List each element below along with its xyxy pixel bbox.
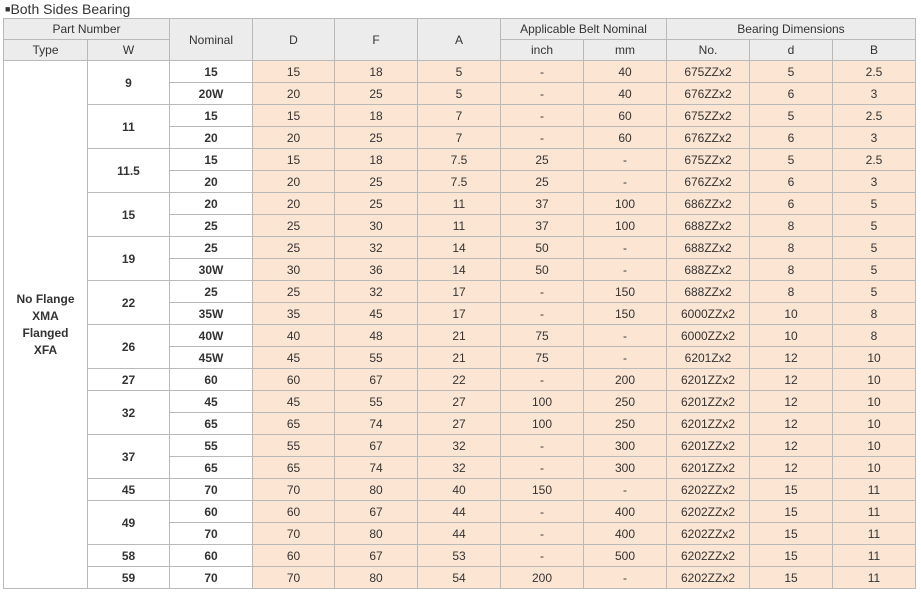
nominal-cell: 60 [170,369,253,391]
d-cell: 12 [750,413,833,435]
no-cell: 688ZZx2 [667,237,750,259]
mm-cell: - [584,171,667,193]
table-row [4,325,916,347]
f-cell: 18 [335,105,418,127]
mm-cell: 300 [584,457,667,479]
w-cell: 58 [88,545,170,567]
nominal-cell: 70 [170,567,253,589]
d-cell: 15 [253,61,335,83]
table-row [4,567,916,589]
mm-cell: 400 [584,523,667,545]
table-row [4,391,916,413]
d-cell: 65 [253,457,335,479]
type-line: No Flange [16,291,75,306]
table-row [4,369,916,391]
bearing-spec-table [3,18,916,589]
table-row [4,281,916,303]
a-cell: 11 [418,193,501,215]
d-cell: 55 [253,435,335,457]
header-a: A [418,19,501,61]
f-cell: 80 [335,567,418,589]
type-cell [4,61,88,589]
inch-cell: 100 [501,413,584,435]
b-cell: 5 [833,215,916,237]
b-cell: 2.5 [833,61,916,83]
f-cell: 67 [335,369,418,391]
a-cell: 21 [418,347,501,369]
inch-cell: 25 [501,149,584,171]
b-cell: 8 [833,325,916,347]
a-cell: 7.5 [418,171,501,193]
inch-cell: 37 [501,193,584,215]
b-cell: 5 [833,281,916,303]
nominal-cell: 20W [170,83,253,105]
d-cell: 15 [253,105,335,127]
nominal-cell: 20 [170,193,253,215]
header-b: B [833,40,916,61]
f-cell: 32 [335,237,418,259]
inch-cell: 200 [501,567,584,589]
b-cell: 5 [833,259,916,281]
table-row [4,61,916,83]
table-row [4,193,916,215]
f-cell: 36 [335,259,418,281]
inch-cell: - [501,303,584,325]
inch-cell: - [501,281,584,303]
nominal-cell: 15 [170,149,253,171]
header-f: F [335,19,418,61]
f-cell: 25 [335,193,418,215]
nominal-cell: 45 [170,391,253,413]
f-cell: 25 [335,83,418,105]
no-cell: 688ZZx2 [667,281,750,303]
b-cell: 10 [833,413,916,435]
b-cell: 2.5 [833,149,916,171]
b-cell: 11 [833,545,916,567]
mm-cell: 150 [584,303,667,325]
f-cell: 67 [335,435,418,457]
nominal-cell: 65 [170,457,253,479]
no-cell: 6202ZZx2 [667,545,750,567]
d-cell: 20 [253,83,335,105]
table-header [4,19,916,61]
no-cell: 6202ZZx2 [667,567,750,589]
no-cell: 676ZZx2 [667,127,750,149]
mm-cell: - [584,259,667,281]
a-cell: 5 [418,83,501,105]
d-cell: 5 [750,105,833,127]
a-cell: 14 [418,259,501,281]
d-cell: 10 [750,303,833,325]
nominal-cell: 35W [170,303,253,325]
d-cell: 70 [253,567,335,589]
mm-cell: 40 [584,83,667,105]
inch-cell: 37 [501,215,584,237]
f-cell: 18 [335,149,418,171]
inch-cell: - [501,61,584,83]
mm-cell: 250 [584,413,667,435]
b-cell: 11 [833,479,916,501]
a-cell: 7 [418,127,501,149]
header-nominal: Nominal [170,19,253,61]
no-cell: 6201ZZx2 [667,457,750,479]
d-cell: 10 [750,325,833,347]
b-cell: 8 [833,303,916,325]
d-cell: 60 [253,545,335,567]
d-cell: 60 [253,369,335,391]
mm-cell: 40 [584,61,667,83]
w-cell: 19 [88,237,170,281]
f-cell: 25 [335,127,418,149]
table-body [4,61,916,589]
w-cell: 11.5 [88,149,170,193]
b-cell: 5 [833,237,916,259]
inch-cell: 75 [501,325,584,347]
b-cell: 11 [833,523,916,545]
f-cell: 67 [335,501,418,523]
header-bearing-dimensions: Bearing Dimensions [667,19,916,40]
no-cell: 675ZZx2 [667,149,750,171]
no-cell: 688ZZx2 [667,215,750,237]
header-inch: inch [501,40,584,61]
f-cell: 30 [335,215,418,237]
inch-cell: - [501,105,584,127]
nominal-cell: 60 [170,501,253,523]
a-cell: 14 [418,237,501,259]
mm-cell: 150 [584,281,667,303]
no-cell: 6202ZZx2 [667,479,750,501]
mm-cell: 60 [584,127,667,149]
no-cell: 688ZZx2 [667,259,750,281]
a-cell: 7.5 [418,149,501,171]
header-d-lower: d [750,40,833,61]
mm-cell: - [584,479,667,501]
d-cell: 8 [750,237,833,259]
mm-cell: - [584,149,667,171]
f-cell: 55 [335,391,418,413]
d-cell: 6 [750,193,833,215]
table-row [4,105,916,127]
d-cell: 35 [253,303,335,325]
nominal-cell: 40W [170,325,253,347]
nominal-cell: 15 [170,61,253,83]
header-belt-nominal: Applicable Belt Nominal [501,19,667,40]
no-cell: 6201ZZx2 [667,369,750,391]
d-cell: 15 [750,523,833,545]
d-cell: 15 [750,545,833,567]
d-cell: 12 [750,457,833,479]
d-cell: 6 [750,127,833,149]
b-cell: 3 [833,127,916,149]
w-cell: 26 [88,325,170,369]
mm-cell: - [584,325,667,347]
no-cell: 6201ZZx2 [667,413,750,435]
nominal-cell: 20 [170,127,253,149]
d-cell: 8 [750,281,833,303]
a-cell: 40 [418,479,501,501]
nominal-cell: 70 [170,479,253,501]
d-cell: 15 [750,501,833,523]
no-cell: 6202ZZx2 [667,501,750,523]
no-cell: 6201Zx2 [667,347,750,369]
w-cell: 59 [88,567,170,589]
d-cell: 6 [750,171,833,193]
w-cell: 22 [88,281,170,325]
w-cell: 32 [88,391,170,435]
nominal-cell: 45W [170,347,253,369]
d-cell: 65 [253,413,335,435]
w-cell: 45 [88,479,170,501]
d-cell: 20 [253,171,335,193]
table-row [4,237,916,259]
nominal-cell: 70 [170,523,253,545]
d-cell: 8 [750,259,833,281]
f-cell: 18 [335,61,418,83]
f-cell: 55 [335,347,418,369]
d-cell: 45 [253,391,335,413]
a-cell: 44 [418,523,501,545]
a-cell: 11 [418,215,501,237]
inch-cell: 100 [501,391,584,413]
header-mm: mm [584,40,667,61]
mm-cell: 100 [584,193,667,215]
mm-cell: 250 [584,391,667,413]
d-cell: 15 [750,567,833,589]
b-cell: 2.5 [833,105,916,127]
b-cell: 10 [833,347,916,369]
inch-cell: - [501,127,584,149]
d-cell: 12 [750,369,833,391]
f-cell: 32 [335,281,418,303]
mm-cell: 100 [584,215,667,237]
no-cell: 6201ZZx2 [667,435,750,457]
a-cell: 53 [418,545,501,567]
nominal-cell: 25 [170,237,253,259]
type-line: XFA [33,342,58,357]
w-cell: 37 [88,435,170,479]
d-cell: 12 [750,391,833,413]
nominal-cell: 30W [170,259,253,281]
mm-cell: - [584,567,667,589]
inch-cell: 50 [501,237,584,259]
d-cell: 15 [750,479,833,501]
f-cell: 48 [335,325,418,347]
f-cell: 25 [335,171,418,193]
mm-cell: 200 [584,369,667,391]
nominal-cell: 55 [170,435,253,457]
a-cell: 17 [418,303,501,325]
header-part-number: Part Number [4,19,170,40]
header-d-upper: D [253,19,335,61]
no-cell: 6202ZZx2 [667,523,750,545]
no-cell: 6201ZZx2 [667,391,750,413]
type-line: Flanged [22,325,69,340]
d-cell: 20 [253,127,335,149]
header-type: Type [4,40,88,61]
a-cell: 27 [418,413,501,435]
w-cell: 49 [88,501,170,545]
b-cell: 10 [833,391,916,413]
table-row [4,545,916,567]
mm-cell: 400 [584,501,667,523]
d-cell: 70 [253,479,335,501]
b-cell: 10 [833,369,916,391]
no-cell: 6000ZZx2 [667,303,750,325]
d-cell: 45 [253,347,335,369]
type-line: XMA [32,308,59,323]
inch-cell: - [501,369,584,391]
a-cell: 32 [418,435,501,457]
d-cell: 30 [253,259,335,281]
a-cell: 7 [418,105,501,127]
f-cell: 74 [335,413,418,435]
no-cell: 676ZZx2 [667,83,750,105]
a-cell: 32 [418,457,501,479]
b-cell: 10 [833,435,916,457]
d-cell: 5 [750,149,833,171]
b-cell: 3 [833,171,916,193]
a-cell: 44 [418,501,501,523]
nominal-cell: 65 [170,413,253,435]
no-cell: 676ZZx2 [667,171,750,193]
table-row [4,501,916,523]
table-row [4,479,916,501]
no-cell: 675ZZx2 [667,105,750,127]
a-cell: 5 [418,61,501,83]
a-cell: 21 [418,325,501,347]
inch-cell: 75 [501,347,584,369]
a-cell: 54 [418,567,501,589]
b-cell: 3 [833,83,916,105]
nominal-cell: 15 [170,105,253,127]
square-bullet-icon: ■ [5,4,11,14]
w-cell: 9 [88,61,170,105]
a-cell: 27 [418,391,501,413]
section-title-text: Both Sides Bearing [10,1,131,17]
inch-cell: - [501,435,584,457]
f-cell: 45 [335,303,418,325]
a-cell: 17 [418,281,501,303]
w-cell: 27 [88,369,170,391]
mm-cell: - [584,237,667,259]
inch-cell: 50 [501,259,584,281]
mm-cell: 500 [584,545,667,567]
nominal-cell: 25 [170,215,253,237]
d-cell: 12 [750,347,833,369]
inch-cell: - [501,523,584,545]
w-cell: 15 [88,193,170,237]
no-cell: 6000ZZx2 [667,325,750,347]
nominal-cell: 20 [170,171,253,193]
mm-cell: 300 [584,435,667,457]
f-cell: 74 [335,457,418,479]
table-row [4,149,916,171]
header-w: W [88,40,170,61]
section-title [5,1,130,17]
inch-cell: - [501,83,584,105]
inch-cell: 150 [501,479,584,501]
no-cell: 675ZZx2 [667,61,750,83]
d-cell: 6 [750,83,833,105]
d-cell: 25 [253,281,335,303]
inch-cell: - [501,501,584,523]
b-cell: 10 [833,457,916,479]
b-cell: 5 [833,193,916,215]
d-cell: 8 [750,215,833,237]
d-cell: 25 [253,215,335,237]
d-cell: 5 [750,61,833,83]
w-cell: 11 [88,105,170,149]
d-cell: 25 [253,237,335,259]
d-cell: 70 [253,523,335,545]
table-row [4,435,916,457]
inch-cell: - [501,545,584,567]
header-no: No. [667,40,750,61]
mm-cell: - [584,347,667,369]
inch-cell: - [501,457,584,479]
d-cell: 40 [253,325,335,347]
f-cell: 80 [335,523,418,545]
f-cell: 67 [335,545,418,567]
f-cell: 80 [335,479,418,501]
b-cell: 11 [833,501,916,523]
inch-cell: 25 [501,171,584,193]
a-cell: 22 [418,369,501,391]
b-cell: 11 [833,567,916,589]
d-cell: 15 [253,149,335,171]
d-cell: 12 [750,435,833,457]
no-cell: 686ZZx2 [667,193,750,215]
d-cell: 20 [253,193,335,215]
nominal-cell: 60 [170,545,253,567]
mm-cell: 60 [584,105,667,127]
nominal-cell: 25 [170,281,253,303]
d-cell: 60 [253,501,335,523]
